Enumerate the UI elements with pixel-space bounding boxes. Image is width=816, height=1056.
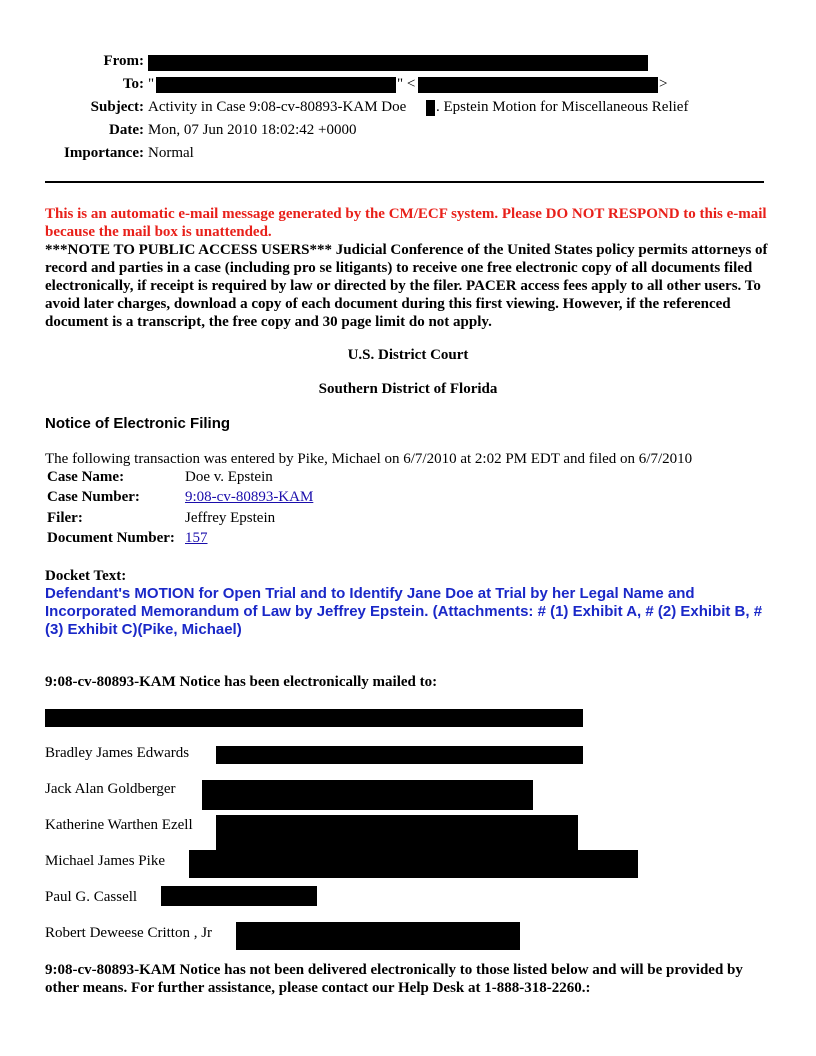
subject-text-1: Activity in Case 9:08-cv-80893-KAM Doe [148,99,407,115]
importance-label: Importance: [64,145,144,161]
recipient-email-redaction [189,850,638,878]
transaction-text: The following transaction was entered by Pike, Michael on 6/7/2010 at 2:02 PM EDT and filed on 6/7/2010 [45,451,693,467]
court-name: U.S. District Court [347,347,469,363]
not-delivered-text: 9:08-cv-80893-KAM Notice has not been delivered electronically to those listed below and will be provided by other means. For further assistance, please contact our Help Desk at 1-888-318-2260.: [45,962,743,996]
recipient-email-redaction [216,746,583,764]
subject-text-2: . Epstein Motion for Miscellaneous Relief [436,99,689,115]
recipient-email-redaction [161,886,317,906]
subject-redaction [426,100,435,116]
to-quote: " [148,76,155,92]
docket-text: Defendant's MOTION for Open Trial and to Identify Jane Doe at Trial by her Legal Name and Incorporated Memorandum of Law by Jeffrey Epstein. (Attachments: # (1) Exhibit A, # (2) Exhibit B, # (3) Exhibit C)(Pike, Michael) [45,585,763,638]
mailed-heading: 9:08-cv-80893-KAM Notice has been electronically mailed to: [45,674,438,690]
to-label: To: [122,76,144,92]
to-bracket-open: " < [397,76,416,92]
case-name-label: Case Name: [47,469,125,485]
notice-title: Notice of Electronic Filing [45,415,231,432]
importance-value: Normal [148,145,194,161]
filer-value: Jeffrey Epstein [185,510,276,526]
case-name-value: Doe v. Epstein [185,469,273,485]
to-email-redaction [418,77,658,93]
filer-label: Filer: [47,510,83,526]
date-label: Date: [109,122,144,138]
recipient-name: Jack Alan Goldberger [45,781,176,797]
recipient-email-redaction [202,780,533,810]
case-number-label: Case Number: [47,489,140,505]
recipient-name: Bradley James Edwards [45,745,190,761]
recipient-name: Robert Deweese Critton , Jr [45,925,213,941]
to-name-redaction [156,77,396,93]
recipient-name: Katherine Warthen Ezell [45,817,193,833]
recipient-email-redaction [236,922,520,950]
recipient-email-redaction [216,815,578,850]
court-district: Southern District of Florida [318,381,498,397]
recipient-name: Paul G. Cassell [45,889,138,905]
auto-message-warning: This is an automatic e-mail message generated by the CM/ECF system. Please DO NOT RESPOND to this e-mail because the mail box is unattended. [45,206,767,240]
from-redaction [148,55,648,71]
to-bracket-close: > [659,76,668,92]
docket-label: Docket Text: [45,568,127,584]
document-number-label: Document Number: [47,530,175,546]
from-label: From: [103,53,144,69]
header-divider [45,181,764,183]
date-value: Mon, 07 Jun 2010 18:02:42 +0000 [148,122,357,138]
public-access-note: ***NOTE TO PUBLIC ACCESS USERS*** Judicial Conference of the United States policy permits attorneys of record and parties in a case (including pro se litigants) to receive one free electronic copy of all documents filed electronically, if receipt is required by law or directed by the filer. PACER access fees apply to all other users. To avoid later charges, download a copy of each document during this first viewing. However, if the referenced document is a transcript, the free copy and 30 page limit do not apply. [45,242,768,330]
case-number-link[interactable]: 9:08-cv-80893-KAM [185,489,314,505]
subject-label: Subject: [90,99,144,115]
recipient-redaction-0 [45,709,583,727]
recipient-name: Michael James Pike [45,853,165,869]
document-number-link[interactable]: 157 [185,530,208,546]
